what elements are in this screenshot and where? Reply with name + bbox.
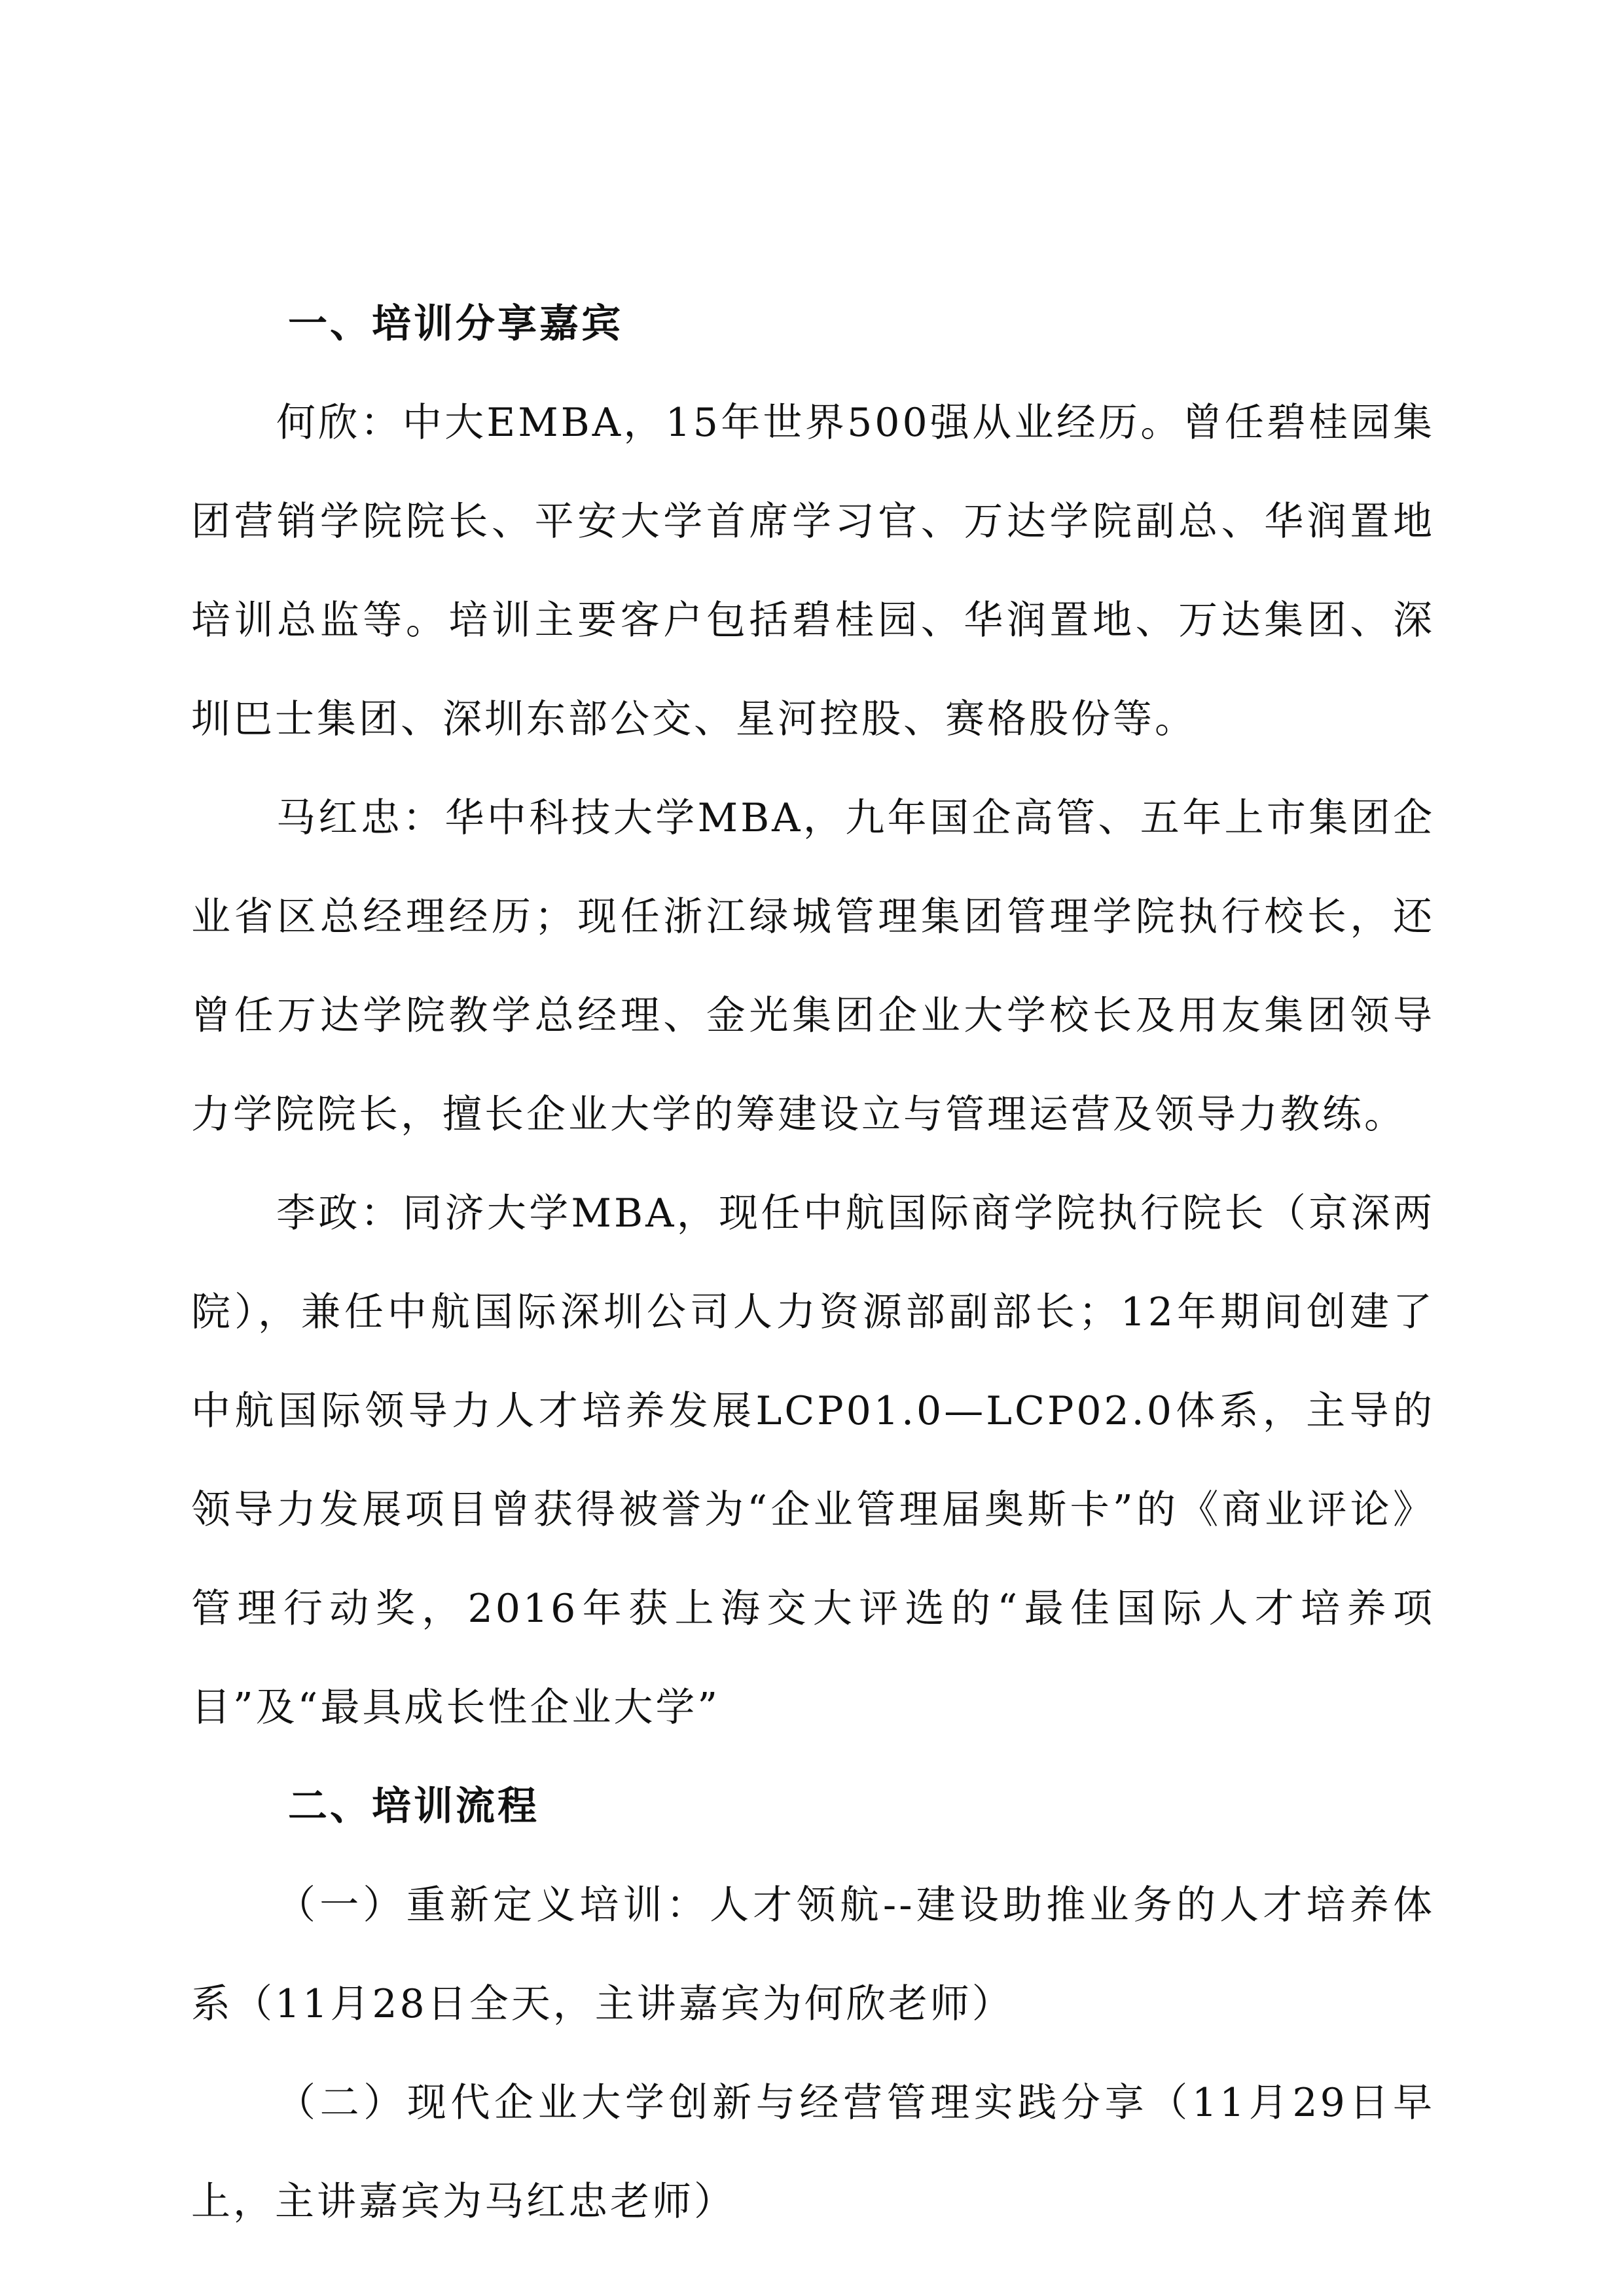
document-body <box>191 275 1435 2251</box>
section-heading-guests: 一、培训分享嘉宾 <box>288 301 623 347</box>
paragraph-process-2: （二）现代企业大学创新与经营管理实践分享（11月29日早上，主讲嘉宾为马红忠老师） <box>191 2080 1435 2225</box>
section-heading-process: 二、培训流程 <box>288 1784 539 1829</box>
paragraph-process-1: （一）重新定义培训：人才领航--建设助推业务的人才培养体系（11月28日全天，主讲嘉宾为何欣老师） <box>191 1882 1435 2027</box>
paragraph-he-xin: 何欣：中大EMBA，15年世界500强从业经历。曾任碧桂园集团营销学院院长、平安大学首席学习官、万达学院副总、华润置地培训总监等。培训主要客户包括碧桂园、华润置地、万达集团、深圳巴士集团、深圳东部公交、星河控股、赛格股份等。 <box>191 400 1435 742</box>
paragraph-li-zheng: 李政：同济大学MBA，现任中航国际商学院执行院长（京深两院），兼任中航国际深圳公司人力资源部副部长；12年期间创建了中航国际领导力人才培养发展LCP01.0—LCP02.0体系，主导的领导力发展项目曾获得被誉为“企业管理届奥斯卡”的《商业评论》管理行动奖，2016年获上海交大评选的“最佳国际人才培养项目”及“最具成长性企业大学” <box>191 1191 1435 1731</box>
paragraph-ma-hongzhong: 马红忠：华中科技大学MBA，九年国企高管、五年上市集团企业省区总经理经历；现任浙江绿城管理集团管理学院执行校长，还曾任万达学院教学总经理、金光集团企业大学校长及用友集团领导力学院院长，擅长企业大学的筹建设立与管理运营及领导力教练。 <box>191 795 1435 1138</box>
